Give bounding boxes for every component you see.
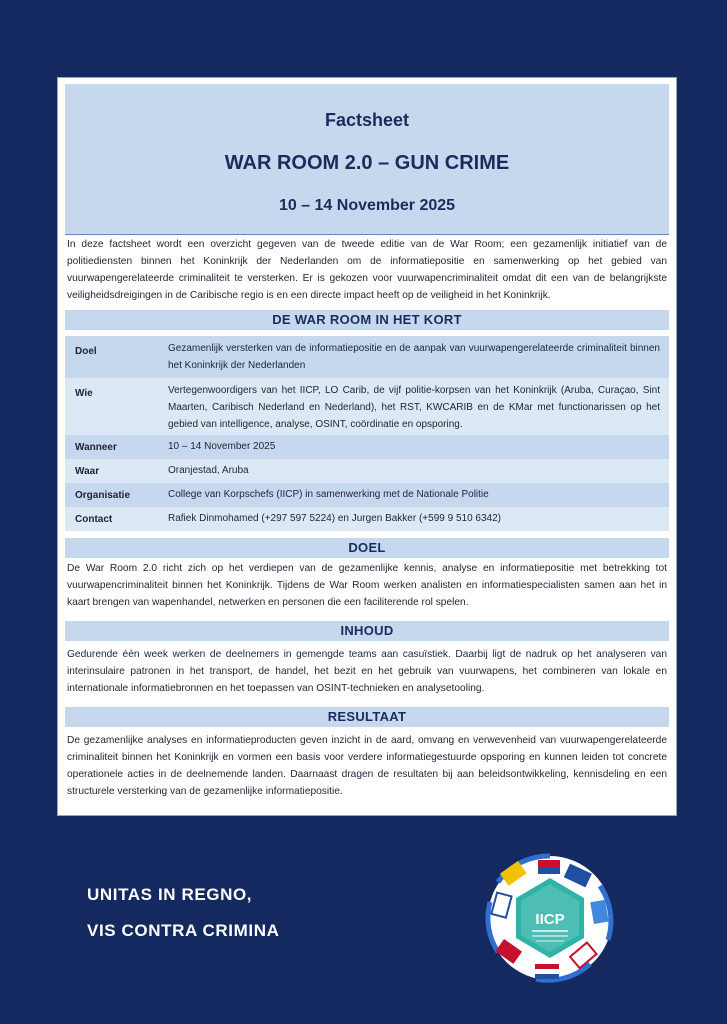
document-label: Factsheet <box>324 110 410 130</box>
table-row <box>65 378 669 435</box>
row-label: Wanneer <box>75 442 117 453</box>
factsheet-panel <box>57 77 677 816</box>
table-row <box>65 483 669 507</box>
row-value: Oranjestad, Aruba <box>168 465 249 476</box>
table-row <box>65 336 669 378</box>
logo-text: IICP <box>535 911 565 928</box>
motto-line-1: UNITAS IN REGNO, <box>87 885 253 904</box>
section-text-doel: De War Room 2.0 richt zich op het verdiepen van de gezamenlijke kennis, analyse en informatiepositie met betrekking tot vuurwapencriminaliteit binnen het Koninkrijk. Tijdens de War Room werken analisten en informatiespecialisten samen aan het in kaart brengen van wapenhandel, netwerken en personen die een faciliterende rol spelen. <box>67 563 667 608</box>
row-label: Organisatie <box>75 490 131 501</box>
document-title: WAR ROOM 2.0 – GUN CRIME <box>224 152 510 174</box>
table-row <box>65 459 669 483</box>
motto-line-2: VIS CONTRA CRIMINA <box>87 921 280 940</box>
overview-heading: DE WAR ROOM IN HET KORT <box>65 310 669 330</box>
row-label: Wie <box>75 388 93 399</box>
row-label: Doel <box>75 346 97 357</box>
row-label: Waar <box>75 466 100 477</box>
overview-table <box>65 336 669 531</box>
row-value: Vertegenwoordigers van het IICP, LO Carib, de vijf politie-korpsen van het Koninkrijk (Aruba, Curaçao, Sint Maarten, Caribisch Nederland en Nederland), het RST, KWCARIB en de KMar met functionarissen op het gebied van intelligence, analyse, OSINT, coördinatie en opsporing. <box>168 385 660 430</box>
row-value: Rafiek Dinmohamed (+297 597 5224) en Jurgen Bakker (+599 9 510 6342) <box>168 513 501 524</box>
event-dates: 10 – 14 November 2025 <box>278 197 456 214</box>
section-heading-doel: DOEL <box>65 538 669 558</box>
section-text-inhoud: Gedurende één week werken de deelnemers in gemengde teams aan casuïstiek. Daarbij ligt de nadruk op het analyseren van interinsulaire patronen in het transport, de handel, het bezit en het gebruik van vuurwapens, het combineren van lokale en internationale informatiebronnen en het toepassen van OSINT-technieken en analysetooling. <box>67 649 667 694</box>
section-heading-inhoud: INHOUD <box>65 621 669 641</box>
table-row <box>65 507 669 531</box>
table-row <box>65 435 669 459</box>
row-label: Contact <box>75 514 113 525</box>
row-value: 10 – 14 November 2025 <box>168 441 276 452</box>
intro-paragraph: In deze factsheet wordt een overzicht gegeven van de tweede editie van de War Room; een gezamenlijk initiatief van de politiediensten binnen het Koninkrijk der Nederlanden om de informatiepositie en samenwerking op het gebied van vuurwapengerelateerde criminaliteit te versterken. Er is gekozen voor vuurwapencriminaliteit omdat dit een van de belangrijkste veiligheidsdreigingen in de Caribische regio is en een directe impact heeft op de veiligheid in het Koninkrijk. <box>67 239 667 301</box>
factsheet-header <box>65 84 669 235</box>
section-heading-resultaat: RESULTAAT <box>65 707 669 727</box>
iicp-logo <box>480 852 620 987</box>
row-value: College van Korpschefs (IICP) in samenwerking met de Nationale Politie <box>168 489 489 500</box>
row-value: Gezamenlijk versterken van de informatiepositie en de aanpak van vuurwapengerelateerde criminaliteit binnen het Koninkrijk der Nederlanden <box>168 343 660 371</box>
section-text-resultaat: De gezamenlijke analyses en informatieproducten geven inzicht in de aard, omvang en verwevenheid van vuurwapengerelateerde criminaliteit binnen het Koninkrijk en vormen een basis voor verdere informatiegestuurde opsporing en kunnen leiden tot concrete operationele acties in de deelnemende landen. Daarnaast dragen de resultaten bij aan beleidsontwikkeling, kennisdeling en een structurele versterking van de gezamenlijke informatiepositie. <box>67 735 667 797</box>
